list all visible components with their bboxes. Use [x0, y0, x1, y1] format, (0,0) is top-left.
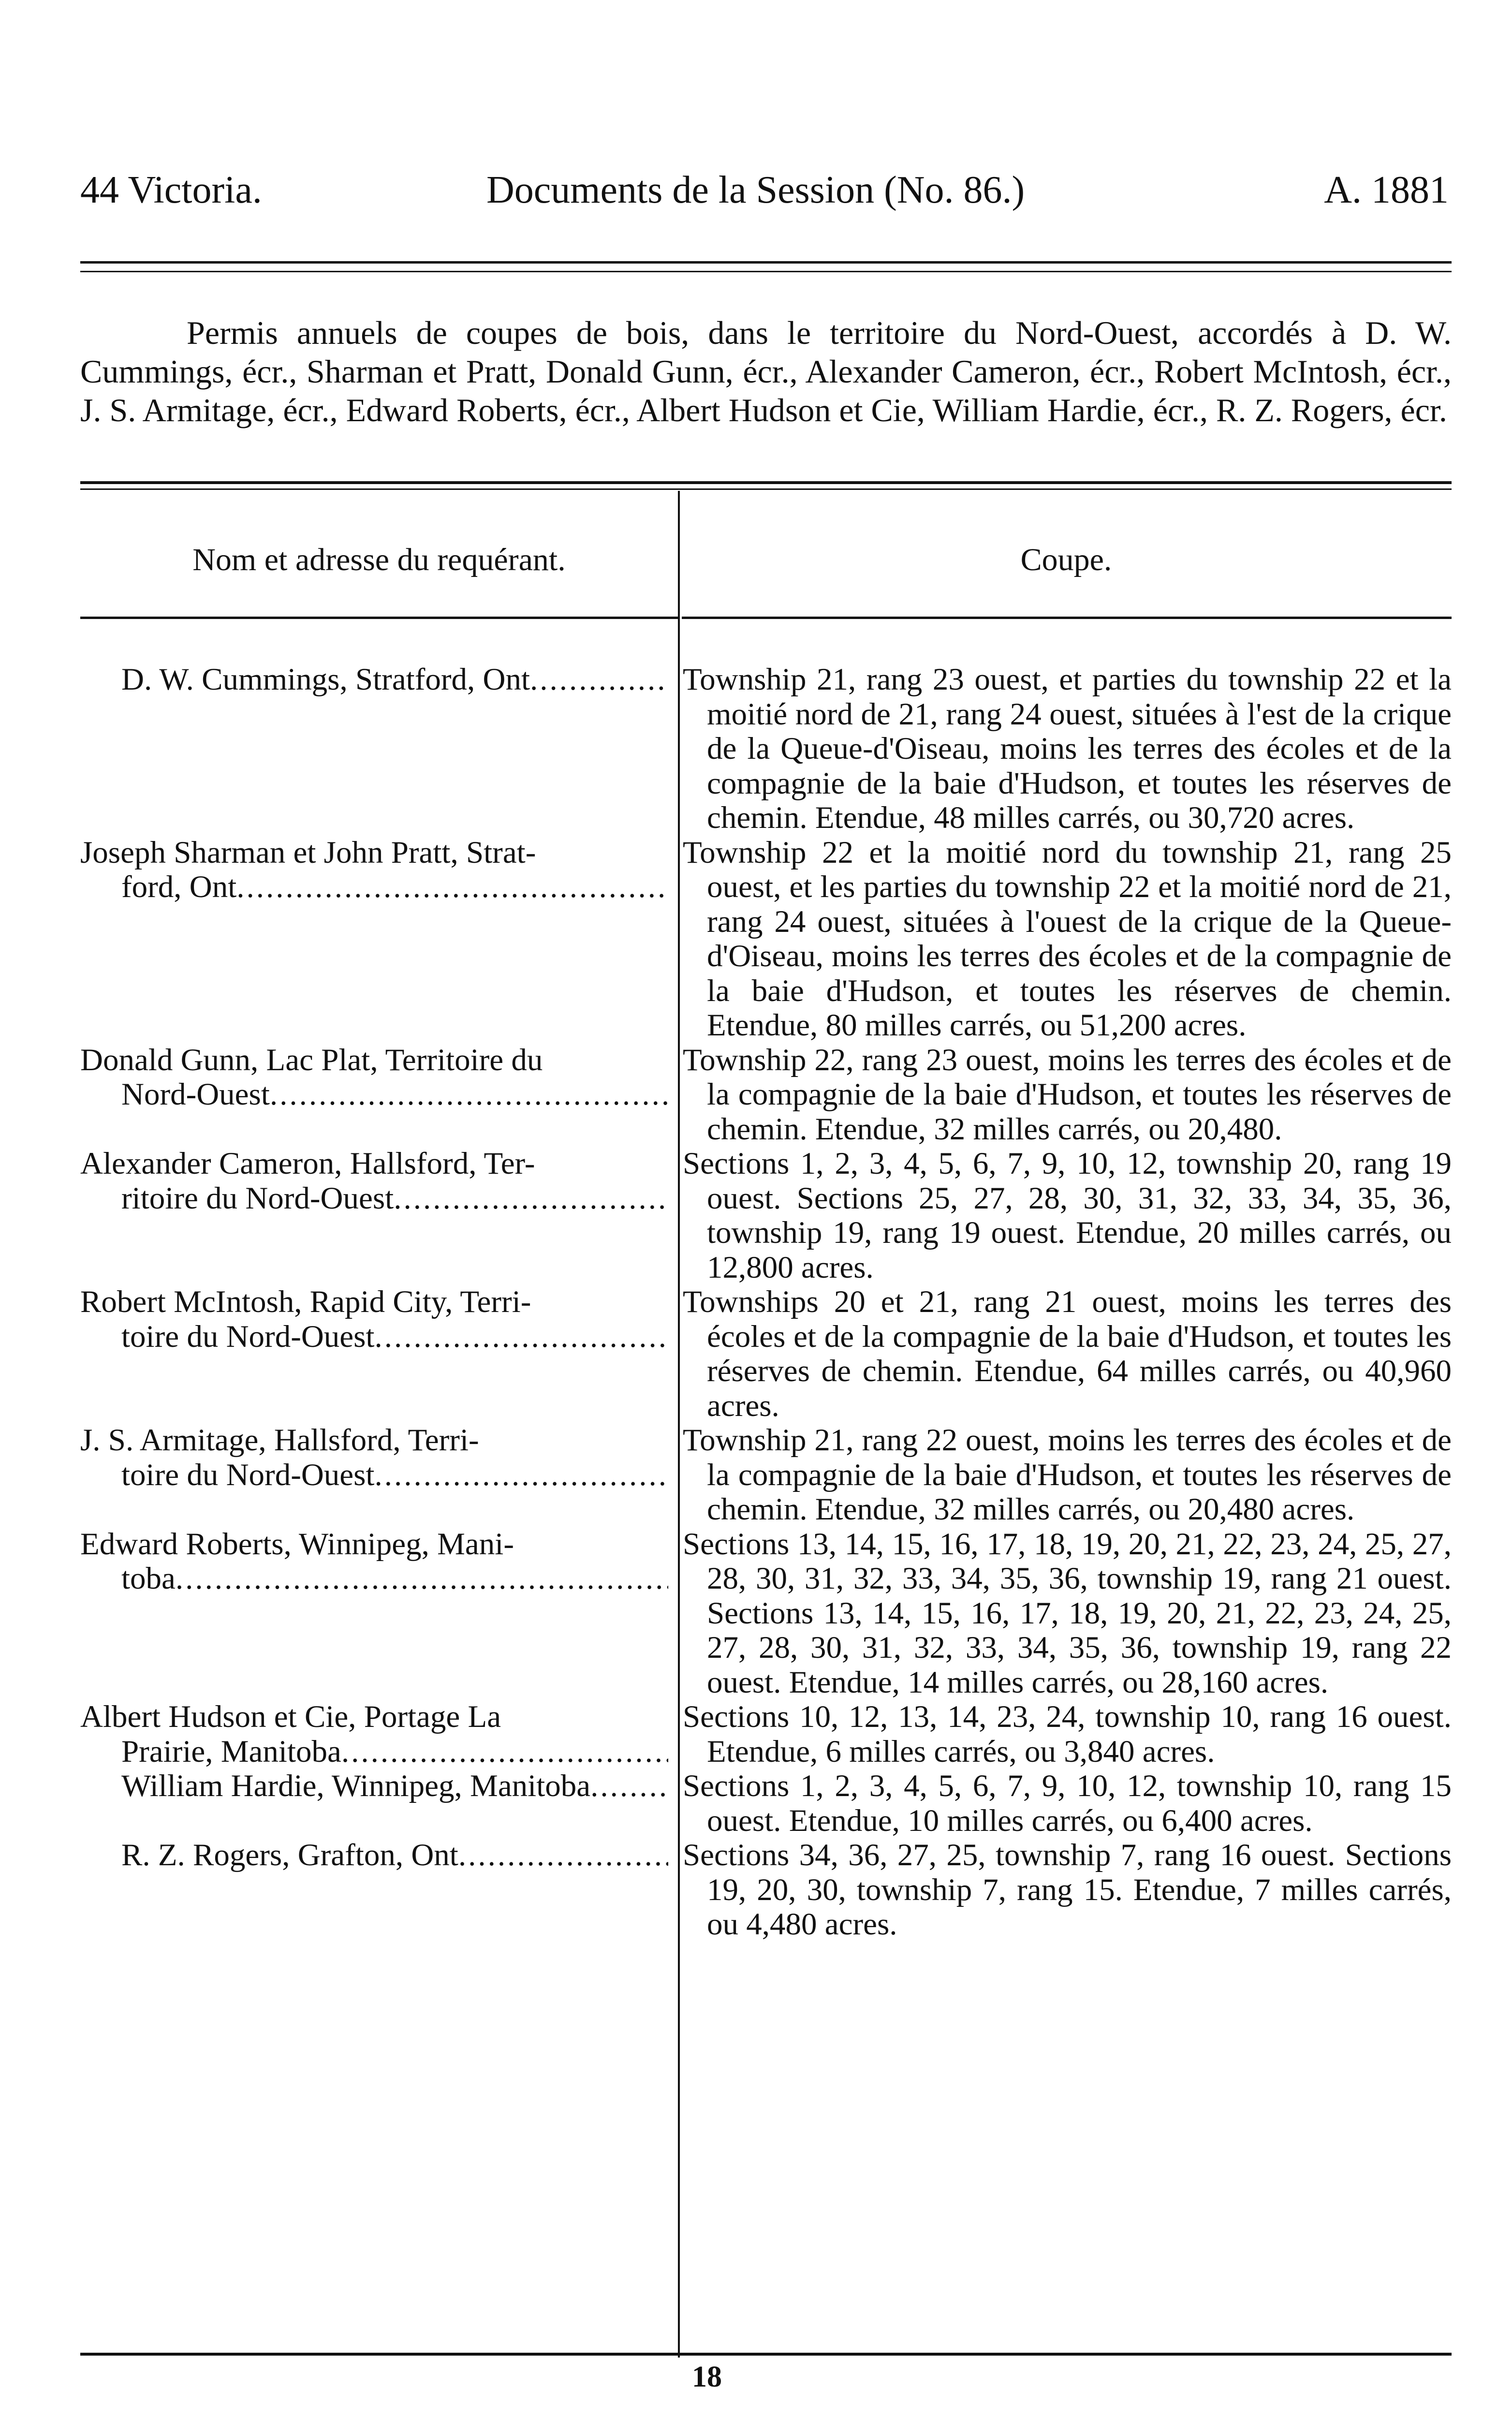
- applicant-line-1: Albert Hudson et Cie, Portage La: [80, 1699, 501, 1734]
- applicant-line-1: Robert McIntosh, Rapid City, Terri-: [80, 1284, 531, 1319]
- page-number: 18: [692, 2360, 722, 2393]
- table-row: [80, 663, 1452, 836]
- coupe-cell: Sections 10, 12, 13, 14, 23, 24, township 10, rang 16 ouest. Etendue, 6 milles carrés, ou 3,840 acres.: [683, 1699, 1452, 1769]
- coupe-cell: Townships 20 et 21, rang 21 ouest, moins les terres des écoles et de la compagnie de la baie d'Hudson, et toutes les réserves de chemin. Etendue, 64 milles carrés, ou 40,960 acres.: [683, 1284, 1452, 1423]
- applicant-line-1: Joseph Sharman et John Pratt, Strat-: [80, 835, 536, 870]
- coupe-cell: Township 21, rang 23 ouest, et parties du township 22 et la moitié nord de 21, rang 24 ouest, situées à l'est de la crique de la Queue-d'Oiseau, moins les terres des écoles et de la compagnie de la baie d'Hudson, et toutes les réserves de chemin. Etendue, 48 milles carrés, ou 30,720 acres.: [683, 662, 1452, 835]
- dot-leader: [375, 1320, 669, 1355]
- applicant-cell: [80, 1147, 675, 1285]
- running-header: [80, 168, 1449, 221]
- applicant-cell: [80, 1527, 675, 1700]
- applicant-line-1: Donald Gunn, Lac Plat, Territoire du: [80, 1042, 543, 1077]
- applicant-line-2-text: Nord-Ouest: [121, 1077, 270, 1112]
- intro-text: Permis annuels de coupes de bois, dans le territoire du Nord-Ouest, accordés à D. W. Cummings, écr., Sharman et Pratt, Donald Gunn, écr., Alexander Cameron, écr., Robert McIntosh, écr., J. S. Armitage, écr., Edward Roberts, écr., Albert Hudson et Cie, William Hardie, écr., R. Z. Rogers, écr.: [80, 314, 1452, 428]
- table-row: [80, 1423, 1452, 1527]
- applicant-line-1: Alexander Cameron, Hallsford, Ter-: [80, 1146, 535, 1181]
- coupe-cell: Township 21, rang 22 ouest, moins les terres des écoles et de la compagnie de la baie d'Hudson, et toutes les réserves de chemin. Etendue, 32 milles carrés, ou 20,480 acres.: [683, 1423, 1452, 1527]
- column-header-coupe: Coupe.: [1020, 542, 1112, 577]
- header-rule-top: [80, 261, 1452, 264]
- dot-leader: [375, 1458, 669, 1493]
- applicant-line-2-text: Prairie, Manitoba: [121, 1734, 341, 1769]
- applicant-line-1: J. S. Armitage, Hallsford, Terri-: [80, 1423, 479, 1458]
- applicant-cell: [80, 1769, 675, 1838]
- applicant-line-2: [80, 1320, 668, 1355]
- table-row: [80, 1285, 1452, 1423]
- header-title: Documents de la Session (No. 86.): [486, 169, 1025, 211]
- table-row: [80, 1769, 1452, 1838]
- applicant-cell: [80, 1285, 675, 1423]
- applicant-line-2-text: toba: [121, 1561, 176, 1596]
- coupe-cell: Township 22 et la moitié nord du township 21, rang 25 ouest, et les parties du township 22 et la moitié nord de 21, rang 24 ouest, situées à l'ouest de la crique de la Queue-d'Oiseau, moins les terres des écoles et de la compagnie de la baie d'Hudson, et toutes les réserves de chemin. Etendue, 80 milles carrés, ou 51,200 acres.: [683, 835, 1452, 1043]
- dot-leader: [236, 870, 668, 905]
- header-underline-right: [682, 617, 1452, 619]
- applicant-line-2: [80, 1769, 668, 1804]
- applicant-line-2-text: William Hardie, Winnipeg, Manitoba: [121, 1769, 591, 1803]
- table-row: [80, 836, 1452, 1043]
- dot-leader: [590, 1769, 668, 1804]
- applicant-line-2-text: toire du Nord-Ouest: [121, 1457, 375, 1492]
- header-rule-bottom: [80, 271, 1452, 272]
- applicant-line-2: [80, 663, 668, 697]
- header-year: A. 1881: [1324, 169, 1449, 211]
- applicant-line-2-text: ford, Ont: [121, 870, 237, 904]
- applicant-cell: [80, 1700, 675, 1769]
- table-row: [80, 1838, 1452, 1942]
- table-top-rule: [80, 481, 1452, 484]
- dot-leader: [458, 1838, 668, 1873]
- applicant-line-2-text: toire du Nord-Ouest: [121, 1319, 375, 1354]
- table-row: [80, 1147, 1452, 1285]
- coupe-cell: Sections 13, 14, 15, 16, 17, 18, 19, 20, 21, 22, 23, 24, 25, 27, 28, 30, 31, 32, 33, 34, 35, 36, township 19, rang 21 ouest. Sections 13, 14, 15, 16, 17, 18, 19, 20, 21, 22, 23, 24, 25, 27, 28, 30, 31, 32, 33, 34, 35, 36, township 19, rang 22 ouest. Etendue, 14 milles carrés, ou 28,160 acres.: [683, 1526, 1452, 1700]
- applicant-cell: [80, 1043, 675, 1147]
- applicant-line-2: [80, 1838, 668, 1873]
- applicant-cell: [80, 663, 675, 836]
- column-header-applicant: Nom et adresse du requérant.: [192, 542, 566, 577]
- table-row: [80, 1527, 1452, 1700]
- applicant-cell: [80, 836, 675, 1043]
- applicant-line-2: [80, 1458, 668, 1493]
- permit-table: [80, 663, 1452, 1942]
- applicant-line-2-text: ritoire du Nord-Ouest: [121, 1180, 394, 1216]
- applicant-line-2: [80, 1077, 668, 1112]
- table-row: [80, 1700, 1452, 1769]
- coupe-cell: Sections 34, 36, 27, 25, township 7, rang 16 ouest. Sections 19, 20, 30, township 7, rang 15. Etendue, 7 milles carrés, ou 4,480 acres.: [683, 1838, 1452, 1942]
- dot-leader: [341, 1735, 668, 1769]
- applicant-line-2: [80, 870, 668, 905]
- applicant-line-2: [80, 1181, 668, 1216]
- applicant-line-2-text: R. Z. Rogers, Grafton, Ont: [121, 1838, 458, 1872]
- applicant-line-1: Edward Roberts, Winnipeg, Mani-: [80, 1526, 514, 1562]
- applicant-line-2-text: D. W. Cummings, Stratford, Ont: [121, 662, 530, 697]
- dot-leader: [176, 1562, 668, 1596]
- applicant-cell: [80, 1838, 675, 1942]
- coupe-cell: Sections 1, 2, 3, 4, 5, 6, 7, 9, 10, 12, township 10, rang 15 ouest. Etendue, 10 milles carrés, ou 6,400 acres.: [683, 1769, 1452, 1838]
- header-session: 44 Victoria.: [80, 169, 262, 211]
- applicant-cell: [80, 1423, 675, 1527]
- coupe-cell: Sections 1, 2, 3, 4, 5, 6, 7, 9, 10, 12, township 20, rang 19 ouest. Sections 25, 27, 28, 30, 31, 32, 33, 34, 35, 36, township 19, rang 19 ouest. Etendue, 20 milles carrés, ou 12,800 acres.: [683, 1146, 1452, 1285]
- dot-leader: [394, 1181, 668, 1216]
- header-underline-left: [80, 617, 678, 619]
- dot-leader: [270, 1077, 668, 1112]
- table-row: [80, 1043, 1452, 1147]
- table-top-rule-thin: [80, 488, 1452, 490]
- applicant-line-2: [80, 1735, 668, 1769]
- intro-paragraph: [80, 313, 1452, 429]
- dot-leader: [530, 663, 668, 697]
- applicant-line-2: [80, 1562, 668, 1596]
- coupe-cell: Township 22, rang 23 ouest, moins les terres des écoles et de la compagnie de la baie d'Hudson, et toutes les réserves de chemin. Etendue, 32 milles carrés, ou 20,480.: [683, 1042, 1452, 1147]
- footer-rule: [80, 2353, 1452, 2356]
